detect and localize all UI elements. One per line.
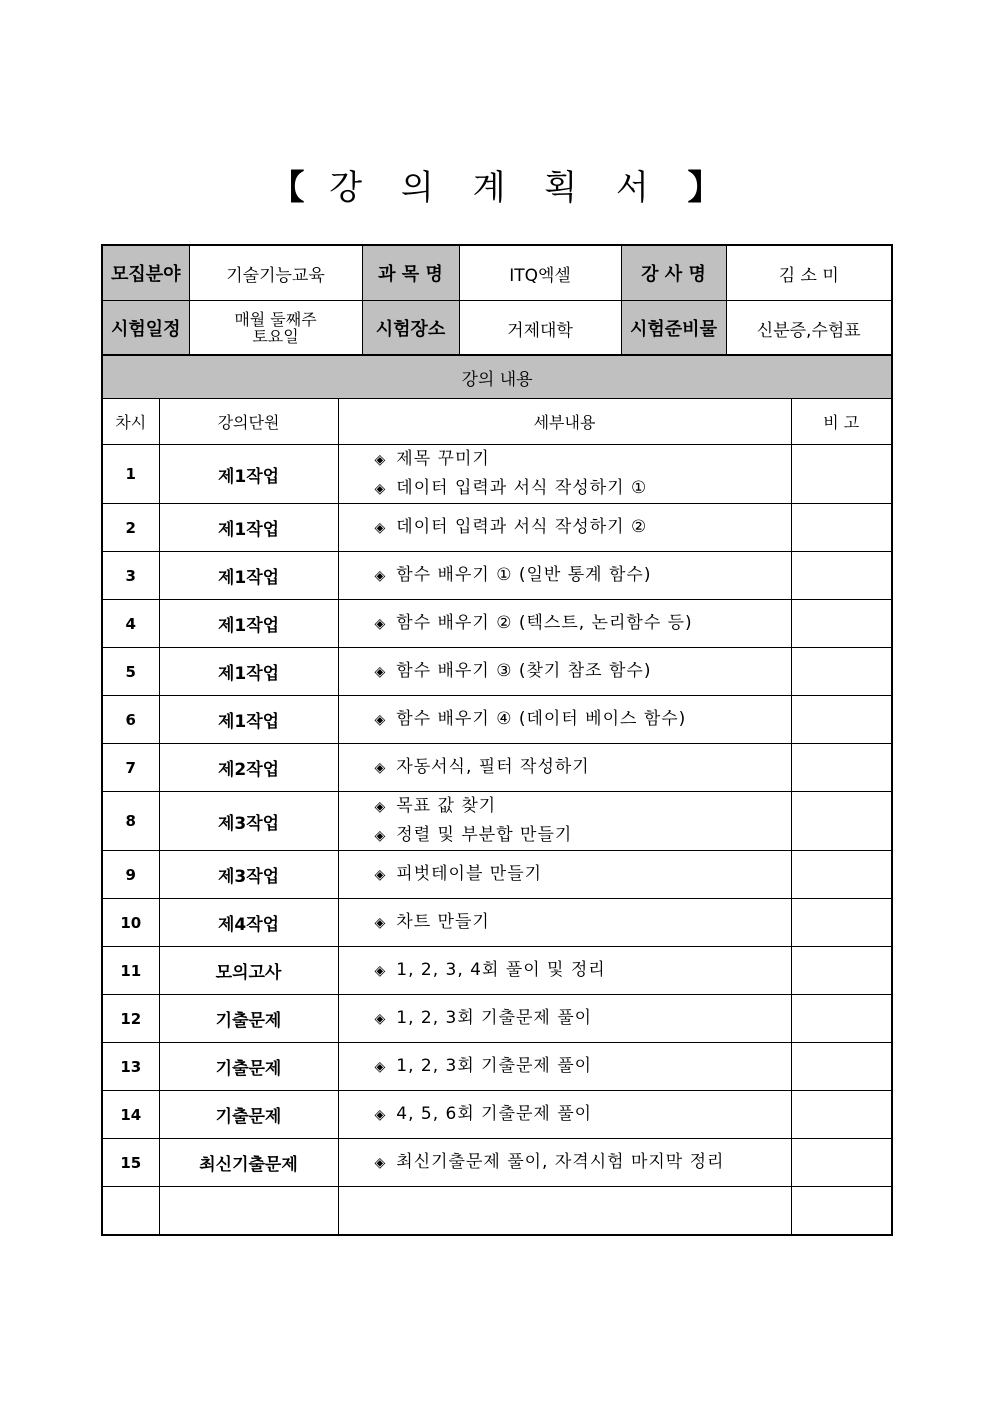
detail-line bbox=[375, 513, 791, 542]
table-row bbox=[102, 851, 892, 899]
lesson-unit: 제1작업 bbox=[159, 552, 338, 600]
detail-text: 함수 배우기 ③ (찾기 참조 함수) bbox=[396, 661, 652, 681]
detail-line bbox=[375, 753, 791, 782]
table-row bbox=[102, 995, 892, 1043]
lesson-unit: 모의고사 bbox=[159, 947, 338, 995]
detail-text: 데이터 입력과 서식 작성하기 ② bbox=[396, 517, 648, 537]
exam-supplies-value: 신분증,수험표 bbox=[726, 301, 892, 357]
page-title bbox=[0, 160, 992, 209]
section-title: 강의 내용 bbox=[102, 355, 892, 399]
lesson-note bbox=[791, 600, 892, 648]
diamond-bullet-icon: ◈ bbox=[374, 1011, 387, 1027]
detail-line bbox=[375, 1100, 791, 1129]
header-session: 차시 bbox=[102, 399, 159, 445]
lesson-detail bbox=[338, 648, 791, 696]
detail-text: 자동서식, 필터 작성하기 bbox=[396, 757, 590, 777]
lesson-unit: 제1작업 bbox=[159, 445, 338, 504]
table-row bbox=[102, 1091, 892, 1139]
detail-text: 피벗테이블 만들기 bbox=[396, 864, 543, 884]
diamond-bullet-icon: ◈ bbox=[374, 915, 387, 931]
table-row bbox=[102, 899, 892, 947]
lesson-unit: 제1작업 bbox=[159, 648, 338, 696]
lesson-detail bbox=[338, 1187, 791, 1236]
course-info-table bbox=[101, 244, 893, 357]
diamond-bullet-icon: ◈ bbox=[374, 1155, 387, 1171]
detail-text: 1, 2, 3, 4회 풀이 및 정리 bbox=[396, 960, 606, 980]
lesson-note bbox=[791, 995, 892, 1043]
lesson-unit: 제1작업 bbox=[159, 504, 338, 552]
diamond-bullet-icon: ◈ bbox=[374, 568, 387, 584]
session-number: 10 bbox=[102, 899, 159, 947]
table-row bbox=[102, 1043, 892, 1091]
session-number: 8 bbox=[102, 792, 159, 851]
section-header-row bbox=[102, 355, 892, 399]
lesson-unit: 제3작업 bbox=[159, 792, 338, 851]
exam-date-value bbox=[189, 301, 362, 357]
diamond-bullet-icon: ◈ bbox=[374, 760, 387, 776]
detail-line bbox=[375, 1004, 791, 1033]
lesson-detail bbox=[338, 445, 791, 504]
session-number: 14 bbox=[102, 1091, 159, 1139]
table-row bbox=[102, 1139, 892, 1187]
header-note: 비 고 bbox=[791, 399, 892, 445]
lesson-unit: 최신기출문제 bbox=[159, 1139, 338, 1187]
detail-text: 함수 배우기 ④ (데이터 베이스 함수) bbox=[396, 709, 687, 729]
lesson-detail bbox=[338, 995, 791, 1043]
table-row bbox=[102, 792, 892, 851]
lesson-unit: 제3작업 bbox=[159, 851, 338, 899]
lesson-detail bbox=[338, 1091, 791, 1139]
header-detail: 세부내용 bbox=[338, 399, 791, 445]
lesson-unit: 기출문제 bbox=[159, 995, 338, 1043]
table-row bbox=[102, 504, 892, 552]
lesson-note bbox=[791, 851, 892, 899]
session-number: 15 bbox=[102, 1139, 159, 1187]
session-number: 9 bbox=[102, 851, 159, 899]
lesson-note bbox=[791, 1187, 892, 1236]
header-unit: 강의단원 bbox=[159, 399, 338, 445]
lesson-unit: 기출문제 bbox=[159, 1091, 338, 1139]
lesson-detail bbox=[338, 600, 791, 648]
session-number: 4 bbox=[102, 600, 159, 648]
lesson-detail bbox=[338, 792, 791, 851]
lesson-detail bbox=[338, 1043, 791, 1091]
lesson-note bbox=[791, 552, 892, 600]
lesson-note bbox=[791, 1043, 892, 1091]
exam-supplies-label: 시험준비물 bbox=[621, 301, 726, 357]
lesson-plan-table bbox=[101, 354, 893, 1236]
session-number bbox=[102, 1187, 159, 1236]
detail-text: 4, 5, 6회 기출문제 풀이 bbox=[396, 1104, 593, 1124]
lesson-unit: 제1작업 bbox=[159, 696, 338, 744]
info-row-1 bbox=[102, 245, 892, 301]
lesson-note bbox=[791, 1139, 892, 1187]
table-row bbox=[102, 744, 892, 792]
session-number: 1 bbox=[102, 445, 159, 504]
detail-text: 차트 만들기 bbox=[396, 912, 490, 932]
detail-text: 1, 2, 3회 기출문제 풀이 bbox=[396, 1008, 593, 1028]
detail-line bbox=[375, 474, 791, 503]
lesson-detail bbox=[338, 552, 791, 600]
lesson-detail bbox=[338, 696, 791, 744]
table-row bbox=[102, 445, 892, 504]
diamond-bullet-icon: ◈ bbox=[374, 616, 387, 632]
field-label: 모집분야 bbox=[102, 245, 189, 301]
lesson-note bbox=[791, 744, 892, 792]
table-row bbox=[102, 1187, 892, 1236]
exam-date-line1: 매월 둘째주 bbox=[234, 310, 317, 329]
session-number: 12 bbox=[102, 995, 159, 1043]
lesson-detail bbox=[338, 851, 791, 899]
detail-line bbox=[375, 792, 791, 821]
diamond-bullet-icon: ◈ bbox=[374, 799, 387, 815]
table-row bbox=[102, 552, 892, 600]
session-number: 7 bbox=[102, 744, 159, 792]
detail-line bbox=[375, 821, 791, 850]
diamond-bullet-icon: ◈ bbox=[374, 867, 387, 883]
lesson-note bbox=[791, 792, 892, 851]
detail-line bbox=[375, 956, 791, 985]
detail-line bbox=[375, 908, 791, 937]
exam-place-label: 시험장소 bbox=[362, 301, 459, 357]
lesson-note bbox=[791, 1091, 892, 1139]
session-number: 13 bbox=[102, 1043, 159, 1091]
title-text: 강 의 계 획 서 bbox=[329, 168, 663, 208]
detail-text: 최신기출문제 풀이, 자격시험 마지막 정리 bbox=[396, 1152, 725, 1172]
detail-text: 함수 배우기 ① (일반 통계 함수) bbox=[396, 565, 652, 585]
field-value: 기술기능교육 bbox=[189, 245, 362, 301]
detail-line bbox=[375, 609, 791, 638]
detail-text: 목표 값 찾기 bbox=[396, 796, 497, 816]
lesson-note bbox=[791, 696, 892, 744]
exam-place-value: 거제대학 bbox=[459, 301, 621, 357]
exam-date-line2: 토요일 bbox=[252, 327, 299, 346]
lesson-note bbox=[791, 947, 892, 995]
diamond-bullet-icon: ◈ bbox=[374, 481, 387, 497]
title-bracket-open: 【 bbox=[270, 168, 305, 208]
table-row bbox=[102, 696, 892, 744]
lesson-detail bbox=[338, 947, 791, 995]
lesson-detail bbox=[338, 504, 791, 552]
lesson-note bbox=[791, 899, 892, 947]
lesson-unit: 제4작업 bbox=[159, 899, 338, 947]
session-number: 11 bbox=[102, 947, 159, 995]
diamond-bullet-icon: ◈ bbox=[374, 1059, 387, 1075]
lesson-detail bbox=[338, 744, 791, 792]
table-row bbox=[102, 600, 892, 648]
detail-line bbox=[375, 657, 791, 686]
lesson-note bbox=[791, 445, 892, 504]
lesson-unit bbox=[159, 1187, 338, 1236]
detail-line bbox=[375, 1148, 791, 1177]
session-number: 2 bbox=[102, 504, 159, 552]
diamond-bullet-icon: ◈ bbox=[374, 712, 387, 728]
diamond-bullet-icon: ◈ bbox=[374, 664, 387, 680]
subject-label: 과 목 명 bbox=[362, 245, 459, 301]
lesson-detail bbox=[338, 899, 791, 947]
exam-date-label: 시험일정 bbox=[102, 301, 189, 357]
subject-value: ITQ엑셀 bbox=[459, 245, 621, 301]
detail-line bbox=[375, 561, 791, 590]
diamond-bullet-icon: ◈ bbox=[374, 828, 387, 844]
session-number: 5 bbox=[102, 648, 159, 696]
instructor-label: 강 사 명 bbox=[621, 245, 726, 301]
table-row bbox=[102, 947, 892, 995]
lesson-note bbox=[791, 648, 892, 696]
session-number: 3 bbox=[102, 552, 159, 600]
table-row bbox=[102, 648, 892, 696]
instructor-value: 김 소 미 bbox=[726, 245, 892, 301]
lesson-note bbox=[791, 504, 892, 552]
detail-text: 1, 2, 3회 기출문제 풀이 bbox=[396, 1056, 593, 1076]
lesson-detail bbox=[338, 1139, 791, 1187]
diamond-bullet-icon: ◈ bbox=[374, 520, 387, 536]
lesson-unit: 기출문제 bbox=[159, 1043, 338, 1091]
title-bracket-close: 】 bbox=[687, 168, 722, 208]
diamond-bullet-icon: ◈ bbox=[374, 963, 387, 979]
diamond-bullet-icon: ◈ bbox=[374, 1107, 387, 1123]
info-row-2 bbox=[102, 301, 892, 357]
detail-line bbox=[375, 445, 791, 474]
lesson-unit: 제2작업 bbox=[159, 744, 338, 792]
detail-text: 제목 꾸미기 bbox=[396, 449, 490, 469]
diamond-bullet-icon: ◈ bbox=[374, 452, 387, 468]
detail-text: 데이터 입력과 서식 작성하기 ① bbox=[396, 478, 648, 498]
lesson-unit: 제1작업 bbox=[159, 600, 338, 648]
session-number: 6 bbox=[102, 696, 159, 744]
detail-text: 함수 배우기 ② (텍스트, 논리함수 등) bbox=[396, 613, 693, 633]
detail-line bbox=[375, 705, 791, 734]
detail-line bbox=[375, 1052, 791, 1081]
detail-line bbox=[375, 860, 791, 889]
column-header-row bbox=[102, 399, 892, 445]
detail-text: 정렬 및 부분합 만들기 bbox=[396, 825, 573, 845]
